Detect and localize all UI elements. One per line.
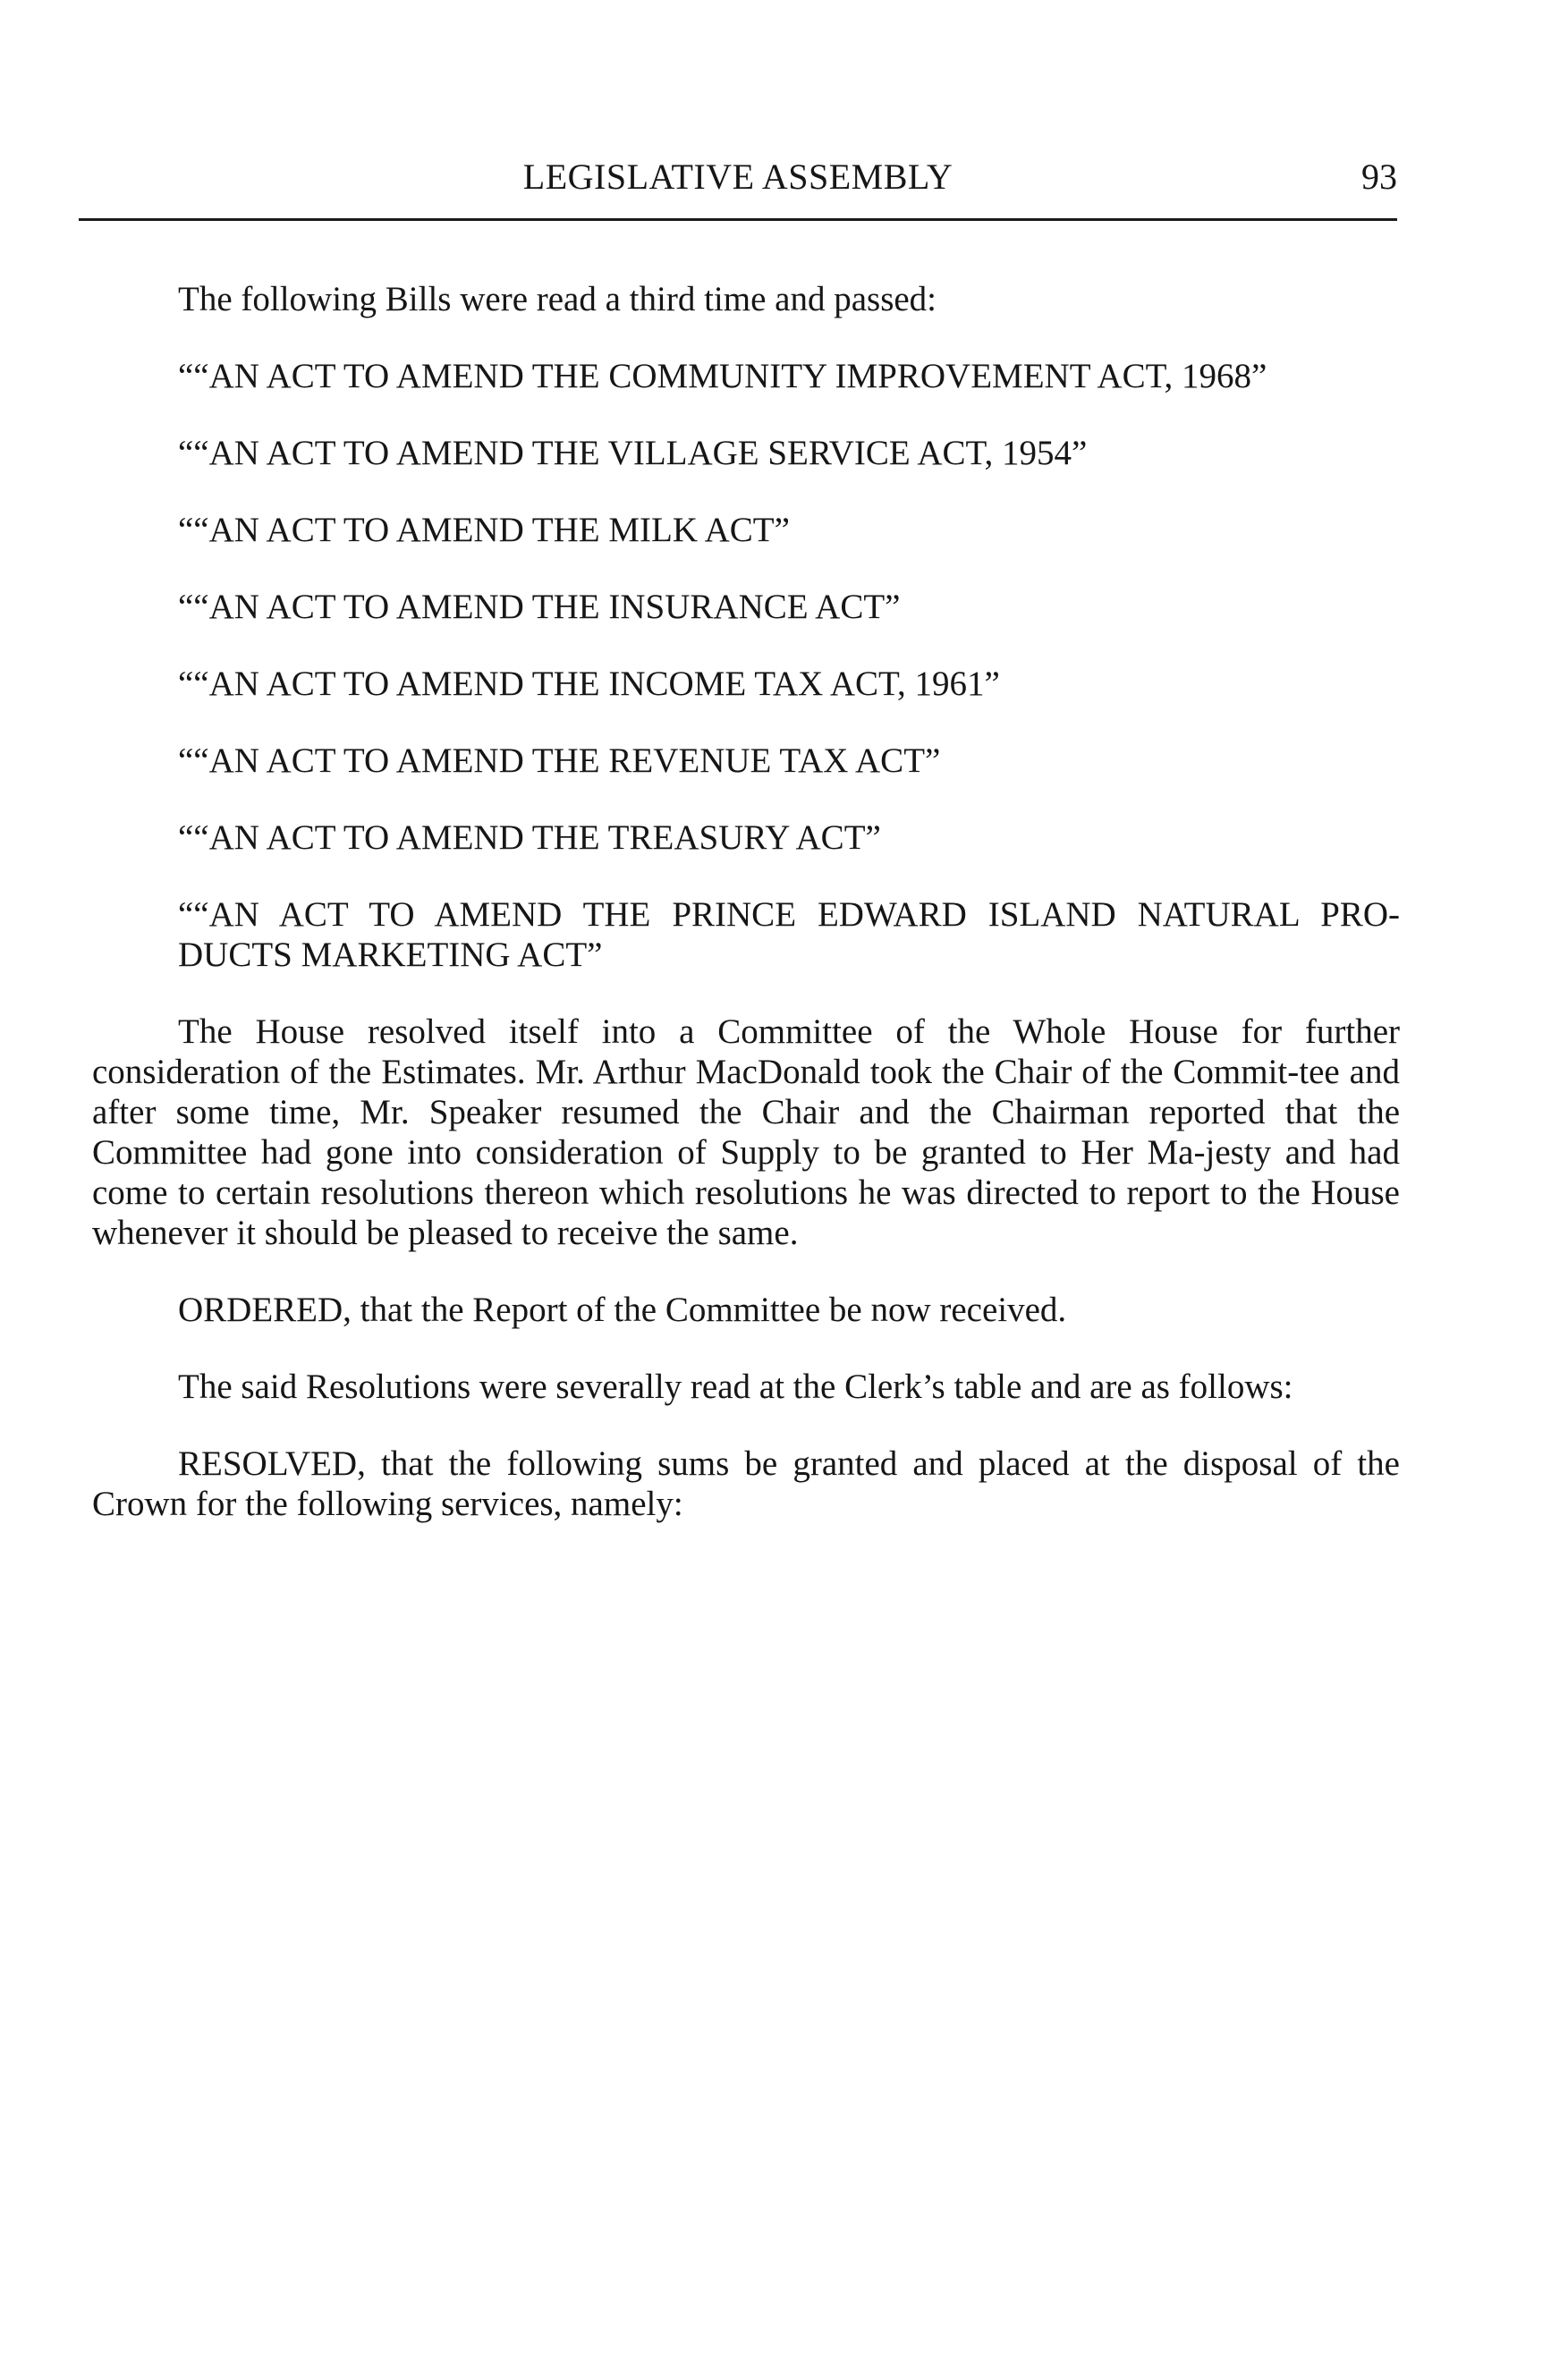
resolutions-paragraph: The said Resolutions were severally read at the Clerk’s table and are as follows: <box>178 1368 1293 1406</box>
resolved-paragraph: RESOLVED, that the following sums be granted and placed at the disposal of the Crown for the following services, namely: <box>92 1444 1400 1523</box>
bill-item: ““AN ACT TO AMEND THE REVENUE TAX ACT” <box>178 741 941 780</box>
document-body <box>92 279 1400 1561</box>
page-number: 93 <box>1361 157 1397 197</box>
bill-list <box>92 356 1400 975</box>
bills-intro-text: The following Bills were read a third time and passed: <box>178 280 937 318</box>
committee-paragraph: The House resolved itself into a Committee of the Whole House for further consideration of the Estimates. Mr. Arthur MacDonald took the Chair of the Commit-tee and after some time, Mr. Speaker resumed the Chair and the Chairman reported that the Committee had gone into consideration of Supply to be granted to Her Ma-jesty and had come to certain resolutions thereon which resolutions he was directed to report to the House whenever it should be pleased to receive the same. <box>92 1012 1400 1252</box>
bill-item: ““AN ACT TO AMEND THE MILK ACT” <box>178 511 790 549</box>
bill-item: ““AN ACT TO AMEND THE INCOME TAX ACT, 1961” <box>178 665 1000 703</box>
bill-item: ““AN ACT TO AMEND THE COMMUNITY IMPROVEMENT ACT, 1968” <box>178 357 1267 395</box>
bill-item: ““AN ACT TO AMEND THE PRINCE EDWARD ISLAND NATURAL PRO-DUCTS MARKETING ACT” <box>178 895 1400 974</box>
bill-item: ““AN ACT TO AMEND THE INSURANCE ACT” <box>178 588 901 626</box>
bill-item: ““AN ACT TO AMEND THE VILLAGE SERVICE ACT, 1954” <box>178 434 1088 472</box>
ordered-paragraph: ORDERED, that the Report of the Committee be now received. <box>178 1291 1067 1329</box>
running-head <box>79 156 1397 199</box>
header-rule <box>79 218 1397 221</box>
page-header-title: LEGISLATIVE ASSEMBLY <box>522 157 954 197</box>
bill-item: ““AN ACT TO AMEND THE TREASURY ACT” <box>178 818 881 857</box>
